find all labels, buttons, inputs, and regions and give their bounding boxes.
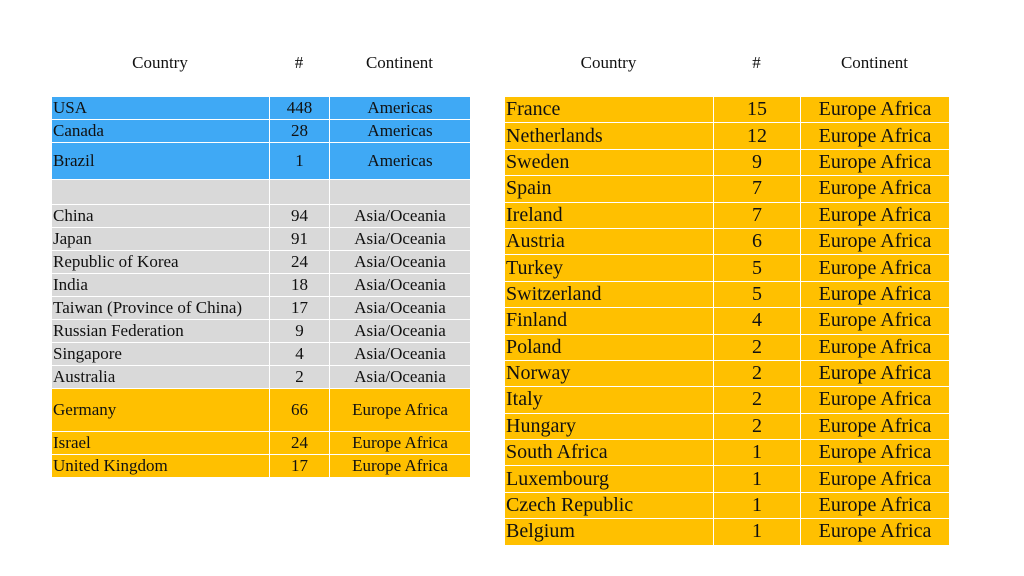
- table-row: [52, 228, 471, 251]
- continent-cell: Europe Africa: [801, 202, 950, 228]
- spacer-cell: [330, 180, 471, 205]
- count-cell: 2: [270, 366, 330, 389]
- continent-cell: Asia/Oceania: [330, 251, 471, 274]
- table-row: [505, 440, 950, 466]
- spacer-cell: [270, 180, 330, 205]
- continent-cell: Europe Africa: [801, 123, 950, 149]
- country-cell: Norway: [505, 360, 714, 386]
- count-cell: 1: [714, 492, 801, 518]
- count-cell: 4: [714, 308, 801, 334]
- country-cell: Russian Federation: [52, 320, 270, 343]
- table-row: [52, 366, 471, 389]
- country-cell: Czech Republic: [505, 492, 714, 518]
- continent-cell: Europe Africa: [330, 455, 471, 478]
- country-cell: Netherlands: [505, 123, 714, 149]
- right-header-continent: Continent: [840, 53, 909, 72]
- country-cell: India: [52, 274, 270, 297]
- table-row: [52, 389, 471, 432]
- table-row: [505, 97, 950, 123]
- country-cell: Austria: [505, 228, 714, 254]
- table-row: [505, 466, 950, 492]
- count-cell: 12: [714, 123, 801, 149]
- continent-cell: Asia/Oceania: [330, 366, 471, 389]
- continent-cell: Europe Africa: [801, 360, 950, 386]
- count-cell: 18: [270, 274, 330, 297]
- left-header-continent: Continent: [365, 53, 434, 72]
- left-header-country: Country: [132, 53, 188, 72]
- right-country-table: [504, 96, 950, 546]
- table-row: [505, 202, 950, 228]
- count-cell: 24: [270, 432, 330, 455]
- continent-cell: Asia/Oceania: [330, 205, 471, 228]
- country-cell: Brazil: [52, 143, 270, 180]
- continent-cell: Europe Africa: [801, 334, 950, 360]
- continent-cell: Europe Africa: [330, 432, 471, 455]
- table-row: [505, 176, 950, 202]
- continent-cell: Europe Africa: [801, 413, 950, 439]
- count-cell: 6: [714, 228, 801, 254]
- count-cell: 9: [270, 320, 330, 343]
- country-cell: Switzerland: [505, 281, 714, 307]
- table-row: [505, 308, 950, 334]
- country-cell: Spain: [505, 176, 714, 202]
- continent-cell: Europe Africa: [801, 281, 950, 307]
- country-cell: Poland: [505, 334, 714, 360]
- count-cell: 7: [714, 176, 801, 202]
- table-row: [52, 143, 471, 180]
- continent-cell: Europe Africa: [801, 149, 950, 175]
- country-cell: Ireland: [505, 202, 714, 228]
- continent-cell: Europe Africa: [801, 255, 950, 281]
- count-cell: 15: [714, 97, 801, 123]
- count-cell: 2: [714, 413, 801, 439]
- country-cell: China: [52, 205, 270, 228]
- table-row: [52, 205, 471, 228]
- table-row: [52, 432, 471, 455]
- country-cell: Italy: [505, 387, 714, 413]
- table-row: [505, 360, 950, 386]
- continent-cell: Asia/Oceania: [330, 297, 471, 320]
- count-cell: 4: [270, 343, 330, 366]
- right-header-count: #: [752, 53, 761, 72]
- continent-cell: Americas: [330, 97, 471, 120]
- count-cell: 1: [714, 519, 801, 545]
- count-cell: 2: [714, 360, 801, 386]
- table-row: [52, 343, 471, 366]
- count-cell: 1: [270, 143, 330, 180]
- country-cell: Republic of Korea: [52, 251, 270, 274]
- country-cell: France: [505, 97, 714, 123]
- table-row: [505, 387, 950, 413]
- continent-cell: Europe Africa: [801, 466, 950, 492]
- table-row: [52, 455, 471, 478]
- table-row: [52, 297, 471, 320]
- table-row: [52, 97, 471, 120]
- continent-cell: Europe Africa: [801, 97, 950, 123]
- country-cell: United Kingdom: [52, 455, 270, 478]
- count-cell: 17: [270, 297, 330, 320]
- continent-cell: Europe Africa: [801, 228, 950, 254]
- table-row: [52, 251, 471, 274]
- count-cell: 5: [714, 281, 801, 307]
- continent-cell: Asia/Oceania: [330, 274, 471, 297]
- country-cell: Finland: [505, 308, 714, 334]
- table-row: [505, 149, 950, 175]
- country-cell: Sweden: [505, 149, 714, 175]
- table-row: [505, 334, 950, 360]
- table-row: [52, 120, 471, 143]
- continent-cell: Asia/Oceania: [330, 343, 471, 366]
- table-row: [505, 123, 950, 149]
- count-cell: 448: [270, 97, 330, 120]
- table-row: [505, 519, 950, 545]
- count-cell: 5: [714, 255, 801, 281]
- country-cell: Taiwan (Province of China): [52, 297, 270, 320]
- continent-cell: Europe Africa: [801, 440, 950, 466]
- country-cell: Hungary: [505, 413, 714, 439]
- count-cell: 94: [270, 205, 330, 228]
- count-cell: 2: [714, 387, 801, 413]
- table-row: [52, 320, 471, 343]
- spacer-cell: [52, 180, 270, 205]
- continent-cell: Americas: [330, 143, 471, 180]
- table-row: [505, 492, 950, 518]
- left-country-table: [51, 96, 471, 478]
- continent-cell: Europe Africa: [801, 519, 950, 545]
- country-cell: Australia: [52, 366, 270, 389]
- table-spacer-row: [52, 180, 471, 205]
- table-row: [52, 274, 471, 297]
- country-cell: Japan: [52, 228, 270, 251]
- count-cell: 24: [270, 251, 330, 274]
- table-row: [505, 413, 950, 439]
- country-cell: Israel: [52, 432, 270, 455]
- country-cell: USA: [52, 97, 270, 120]
- count-cell: 1: [714, 440, 801, 466]
- count-cell: 1: [714, 466, 801, 492]
- continent-cell: Americas: [330, 120, 471, 143]
- country-cell: Luxembourg: [505, 466, 714, 492]
- continent-cell: Europe Africa: [801, 387, 950, 413]
- count-cell: 2: [714, 334, 801, 360]
- country-cell: South Africa: [505, 440, 714, 466]
- country-cell: Canada: [52, 120, 270, 143]
- country-cell: Germany: [52, 389, 270, 432]
- count-cell: 9: [714, 149, 801, 175]
- country-cell: Belgium: [505, 519, 714, 545]
- continent-cell: Europe Africa: [330, 389, 471, 432]
- continent-cell: Asia/Oceania: [330, 320, 471, 343]
- count-cell: 7: [714, 202, 801, 228]
- count-cell: 66: [270, 389, 330, 432]
- continent-cell: Europe Africa: [801, 176, 950, 202]
- left-header-count: #: [294, 53, 304, 72]
- country-cell: Turkey: [505, 255, 714, 281]
- table-row: [505, 255, 950, 281]
- right-header-country: Country: [580, 53, 637, 72]
- continent-cell: Europe Africa: [801, 308, 950, 334]
- count-cell: 17: [270, 455, 330, 478]
- continent-cell: Europe Africa: [801, 492, 950, 518]
- table-row: [505, 281, 950, 307]
- count-cell: 91: [270, 228, 330, 251]
- table-row: [505, 228, 950, 254]
- count-cell: 28: [270, 120, 330, 143]
- continent-cell: Asia/Oceania: [330, 228, 471, 251]
- country-cell: Singapore: [52, 343, 270, 366]
